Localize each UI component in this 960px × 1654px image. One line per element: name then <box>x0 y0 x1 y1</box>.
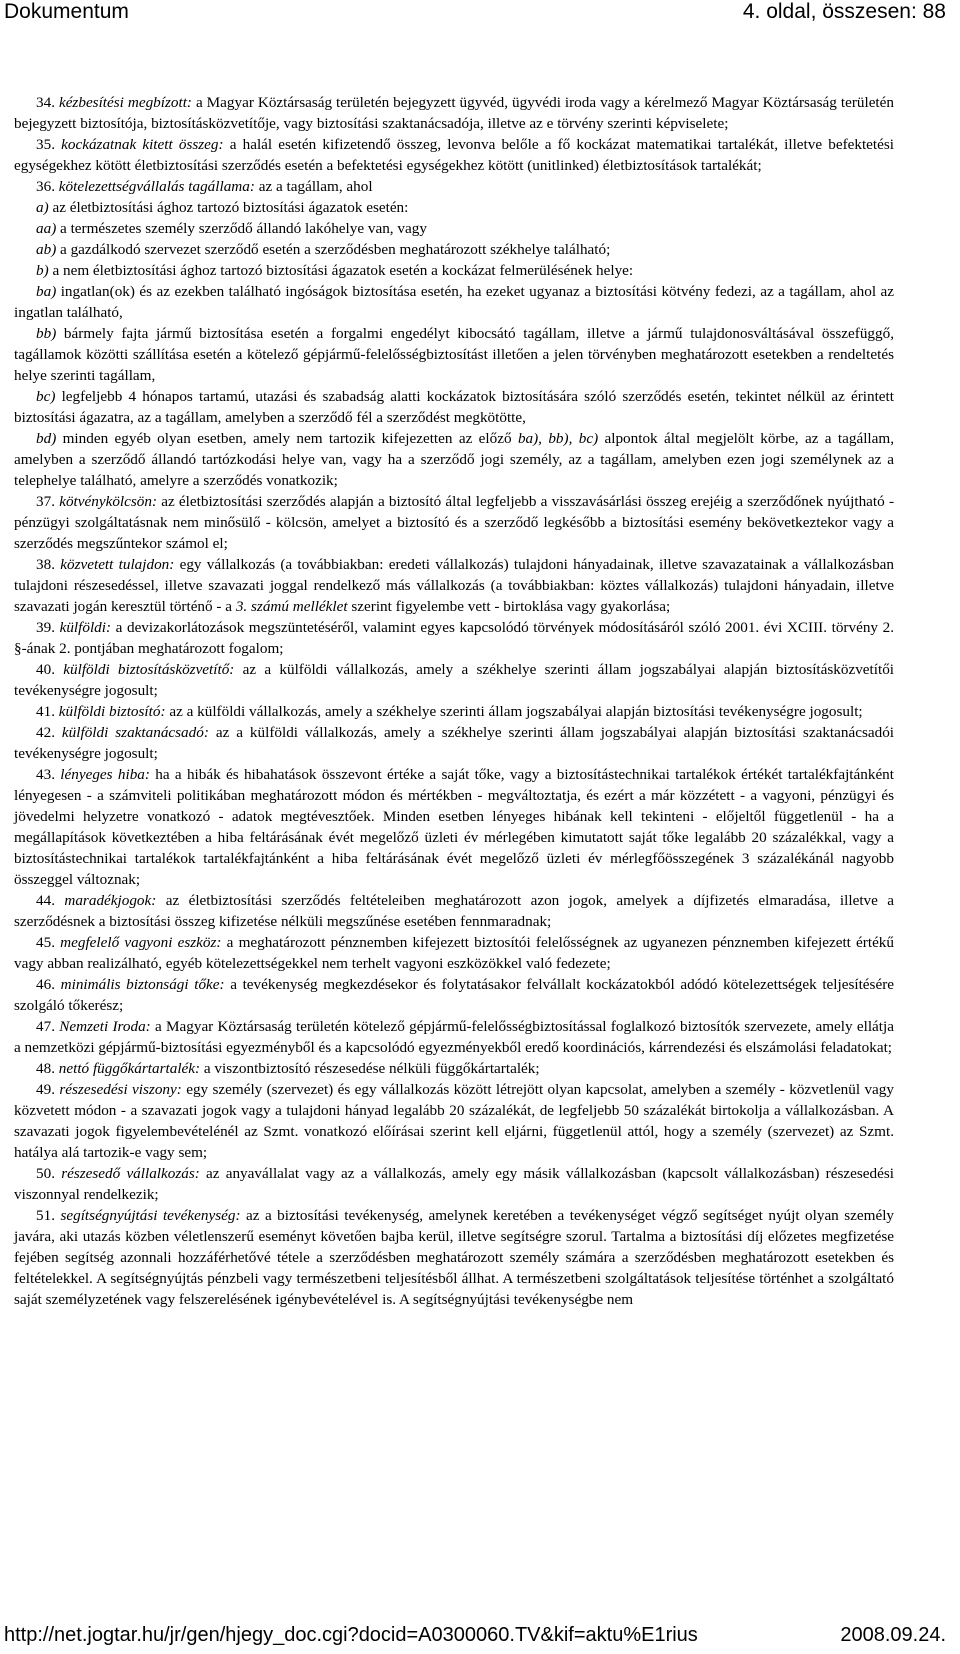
defined-term: segítségnyújtási tevékenység: <box>60 1207 241 1224</box>
definition-text: az a külföldi vállalkozás, amely a székhelye szerinti állam jogszabályai alapján biztosítási szaktanácsadói tevékenységre jogosult; <box>14 724 895 762</box>
defined-term: minimális biztonsági tőke: <box>60 976 225 993</box>
paragraph-number: 42. <box>36 724 55 741</box>
definition-paragraph <box>14 260 894 281</box>
defined-term: Nemzeti Iroda: <box>59 1018 151 1035</box>
page-footer <box>0 1624 960 1654</box>
defined-term: a) <box>36 199 49 216</box>
defined-term: kötvénykölcsön: <box>59 493 158 510</box>
paragraph-number: 43. <box>36 766 55 783</box>
defined-term: külföldi szaktanácsadó: <box>61 724 209 741</box>
defined-term: kézbesítési megbízott: <box>58 94 192 111</box>
definition-paragraph <box>14 176 894 197</box>
definition-text: a gazdálkodó szervezet szerződő esetén a szerződésben meghatározott székhelye található; <box>56 241 611 258</box>
definition-paragraph <box>14 722 894 764</box>
definition-text: az anyavállalat vagy az a vállalkozás, amely egy másik vállalkozásban (kapcsolt vállalkozásban) részesedési viszonnyal rendelkezik; <box>14 1165 894 1203</box>
definition-paragraph <box>14 764 894 890</box>
definition-paragraph <box>14 617 894 659</box>
definition-text: a meghatározott pénznemben kifejezett biztosítói felelősségnek az ugyanezen pénznemben kifejezett értékű vagy abban realizálható, egyéb kötelezettségekkel nem terhelt vagyoni eszközökkel való fedezete; <box>14 934 894 972</box>
definition-text: ha a hibák és hibahatások összevont értéke a saját tőke, vagy a biztosítástechnikai tartalékok értékét tartalékfajtánként lényegesen - a számviteli politikában meghatározott módon és mértékben - megváltoztatja, és ezért a már közzétett - a vagyoni, pénzügyi és jövedelmi helyzetre vonatkozó - adatok megtévesztőek. Minden esetben lényeges hibának kell tekinteni - előjeltől függetlenül - ha a megállapítások következtében a hiba feltárásának évét megelőző üzleti év mérlegében kimutatott saját tőke legalább 20 százalékkal, vagy a biztosítástechnikai tartalékok tartalékfajtánként a hiba feltárásának évét megelőző üzleti év mérlegfőösszegének 3 százalékánál nagyobb összeggel változnak; <box>14 766 894 888</box>
definition-paragraph <box>14 890 894 932</box>
definition-text: az a külföldi vállalkozás, amely a székhelye szerinti állam jogszabályai alapján biztosítási tevékenységre jogosult; <box>165 703 863 720</box>
document-body <box>14 92 894 1310</box>
defined-term: megfelelő vagyoni eszköz: <box>60 934 222 951</box>
defined-term: részesedési viszony: <box>59 1081 182 1098</box>
definition-text: a devizakorlátozások megszüntetéséről, valamint egyes kapcsolódó törvények módosításáról szóló 2001. évi XCIII. törvény 2. §-ának 2. pontjában meghatározott fogalom; <box>14 619 894 657</box>
definition-text: a nem életbiztosítási ághoz tartozó biztosítási ágazatok esetén a kockázat felmerülésének helye: <box>48 262 634 279</box>
defined-term: lényeges hiba: <box>60 766 150 783</box>
defined-term: külföldi: <box>59 619 112 636</box>
document-title: Dokumentum <box>4 0 129 23</box>
defined-term: nettó függőkártartalék: <box>58 1060 201 1077</box>
defined-term: bd) <box>36 430 57 447</box>
print-date: 2008.09.24. <box>840 1624 946 1646</box>
definition-text: a tevékenység megkezdésekor és folytatásakor felvállalt kockázatokból adódó kötelezettségek teljesítésére szolgáló tőkerész; <box>14 976 894 1014</box>
definition-text: bármely fajta jármű biztosítása esetén a forgalmi engedélyt kibocsátó tagállam, illetve a jármű tulajdonosváltásával összefüggő, tagállamok közötti szállítása esetén a kötelező gépjármű-felelősségbiztosítást illetően a jelen törvényben meghatározott esetekben a rendeltetés helye szerinti tagállam, <box>14 325 894 384</box>
definition-paragraph <box>14 659 894 701</box>
definition-paragraph <box>14 491 894 554</box>
defined-term: ba) <box>36 283 57 300</box>
definition-paragraph <box>14 218 894 239</box>
source-url: http://net.jogtar.hu/jr/gen/hjegy_doc.cgi?docid=A0300060.TV&kif=aktu%E1rius <box>4 1624 698 1646</box>
definition-paragraph <box>14 1205 894 1310</box>
paragraph-number: 44. <box>36 892 55 909</box>
definition-text: legfeljebb 4 hónapos tartamú, utazási és szabadság alatti kockázatok biztosítására szóló szerződés esetén, tekintet nélkül az érintett biztosítási ágazatra, az a tagállam, amelyben a szerződő fél a szerződést megkötötte, <box>14 388 894 426</box>
definition-text: a Magyar Köztársaság területén bejegyzett ügyvéd, ügyvédi iroda vagy a kérelmező Magyar Köztársaság területén bejegyzett biztosítója, biztosításközvetítője, vagy biztosítási szaktanácsadója, illetve az e törvény szerinti képviselete; <box>14 94 894 132</box>
definition-text: a természetes személy szerződő állandó lakóhelye van, vagy <box>56 220 427 237</box>
paragraph-number: 38. <box>36 556 55 573</box>
paragraph-number: 48. <box>36 1060 55 1077</box>
definition-text: a halál esetén kifizetendő összeg, levonva belőle a fő kockázat matematikai tartalékát, illetve befektetési egységekhez kötött életbiztosítási szerződés esetén a befektetési egységekhez kötött (unitlinked) életbiztosítások tartalékát; <box>14 136 895 174</box>
definition-paragraph <box>14 428 894 491</box>
paragraph-number: 39. <box>36 619 55 636</box>
definition-text: minden egyéb olyan esetben, amely nem tartozik kifejezetten az előző <box>56 430 518 447</box>
paragraph-number: 34. <box>36 94 55 111</box>
definition-text: az a biztosítási tevékenység, amelynek keretében a tevékenységet végző segítséget nyújt olyan személy javára, aki utazás közben véletlenszerű eseményt követően bajba kerül, illetve segítségre szorul. Tartalma a biztosítási díj előzetes megfizetése fejében segítség azonnali hozzáférhetővé tétele a szerződésben meghatározott személy számára a szerződésben meghatározott esetekben és feltételekkel. A segítségnyújtás pénzbeli vagy természetbeni teljesítésből állhat. A természetbeni szolgáltatások teljesítése történhet a szolgáltató saját személyzetének vagy felszerelésének igénybevételével is. A segítségnyújtási tevékenységbe nem <box>14 1207 895 1308</box>
defined-term: külföldi biztosító: <box>58 703 166 720</box>
definition-paragraph <box>14 386 894 428</box>
paragraph-number: 50. <box>36 1165 55 1182</box>
defined-term: aa) <box>36 220 57 237</box>
definition-text: a Magyar Köztársaság területén kötelező gépjármű-felelősségbiztosítással foglalkozó biztosítók szervezete, amely ellátja a nemzetközi gépjármű-biztosítási egyezményből és a kapcsolódó egyezményekből eredő koordinációs, kárrendezési és elszámolási feladatokat; <box>14 1018 894 1056</box>
page-header <box>0 0 960 30</box>
definition-paragraph <box>14 554 894 617</box>
defined-term: b) <box>36 262 49 279</box>
definition-text: az a külföldi vállalkozás, amely a székhelye szerinti állam jogszabályai alapján biztosításközvetítői tevékenységre jogosult; <box>14 661 895 699</box>
paragraph-number: 40. <box>36 661 55 678</box>
defined-term: bb) <box>36 325 57 342</box>
defined-term: kötelezettségvállalás tagállama: <box>58 178 255 195</box>
definition-text: ingatlan(ok) és az ezekben található ingóságok biztosítása esetén, ha ezeket ugyanaz a biztosítási kötvény fedezi, az a tagállam, ahol az ingatlan található, <box>14 283 894 321</box>
paragraph-number: 47. <box>36 1018 55 1035</box>
definition-text: az életbiztosítási szerződés alapján a biztosító által legfeljebb a visszavásárlási összeg erejéig a szerződőnek nyújtható - pénzügyi szolgáltatásnak nem minősülő - kölcsön, amelyet a biztosító és a szerződő legkésőbb a biztosítási esemény bekövetkeztekor vagy a szerződés megszűntekor számol el; <box>14 493 894 552</box>
defined-term: kockázatnak kitett összeg: <box>61 136 224 153</box>
definition-paragraph <box>14 1079 894 1163</box>
definition-text: az életbiztosítási szerződés feltételeiben meghatározott azon jogok, amelyek a díjfizetés elmaradása, illetve a szerződésnek a biztosítási összeg kifizetése nélküli megszűnése esetében fennmaradnak; <box>14 892 894 930</box>
definition-paragraph <box>14 323 894 386</box>
definition-paragraph <box>14 134 894 176</box>
paragraph-number: 46. <box>36 976 55 993</box>
defined-term: maradékjogok: <box>64 892 157 909</box>
page-counter: 4. oldal, összesen: 88 <box>742 0 946 23</box>
paragraph-number: 51. <box>36 1207 55 1224</box>
paragraph-number: 41. <box>36 703 55 720</box>
definition-text: szerint figyelembe vett - birtoklása vagy gyakorlása; <box>347 598 671 615</box>
paragraph-number: 36. <box>36 178 55 195</box>
inline-reference: ba), bb), bc) <box>517 430 599 447</box>
definition-paragraph <box>14 932 894 974</box>
definition-text: egy vállalkozás (a továbbiakban: eredeti vállalkozás) tulajdoni hányadainak, illetve szavazatainak a vállalkozásban tulajdoni részesedéssel, illetve szavazati joggal rendelkező más vállalkozás (a továbbiakban: köztes vállalkozás) tulajdoni hányadain, illetve szavazati jogán keresztül történő - a <box>14 556 895 615</box>
paragraph-number: 35. <box>36 136 55 153</box>
defined-term: ab) <box>36 241 57 258</box>
definition-paragraph <box>14 281 894 323</box>
definition-paragraph <box>14 1163 894 1205</box>
defined-term: közvetett tulajdon: <box>60 556 175 573</box>
definition-text: az életbiztosítási ághoz tartozó biztosítási ágazatok esetén: <box>48 199 409 216</box>
defined-term: bc) <box>36 388 56 405</box>
definition-paragraph <box>14 701 894 722</box>
definition-paragraph <box>14 1016 894 1058</box>
definition-paragraph <box>14 974 894 1016</box>
definition-text: a viszontbiztosító részesedése nélküli függőkártartalék; <box>200 1060 540 1077</box>
definition-text: alpontok által megjelölt körbe, az a tagállam, amelyben a szerződő állandó tartózkodási helye van, vagy ha a szerződő jogi személy, az a tagállam, amelyben ezen jogi személynek az a telephelye található, amelyre a szerződés vonatkozik; <box>14 430 894 489</box>
definition-text: egy személy (szervezet) és egy vállalkozás között létrejött olyan kapcsolat, amelyben a személy - közvetlenül vagy közvetett módon - a szavazati jogok vagy a tulajdoni hányad legalább 20 százalékát, de legfeljebb 50 százalékát birtokolja a vállalkozásban. A szavazati jogok figyelembevételénél az Szmt. vonatkozó előírásai szerint kell eljárni, függetlenül attól, hogy a személy (szervezet) az Szmt. hatálya alá tartozik-e vagy sem; <box>14 1081 894 1161</box>
definition-paragraph <box>14 1058 894 1079</box>
paragraph-number: 37. <box>36 493 55 510</box>
defined-term: külföldi biztosításközvetítő: <box>63 661 235 678</box>
definition-paragraph <box>14 239 894 260</box>
inline-reference: 3. számú melléklet <box>235 598 348 615</box>
definition-text: az a tagállam, ahol <box>254 178 373 195</box>
definition-paragraph <box>14 92 894 134</box>
paragraph-number: 49. <box>36 1081 55 1098</box>
paragraph-number: 45. <box>36 934 55 951</box>
defined-term: részesedő vállalkozás: <box>61 1165 200 1182</box>
definition-paragraph <box>14 197 894 218</box>
